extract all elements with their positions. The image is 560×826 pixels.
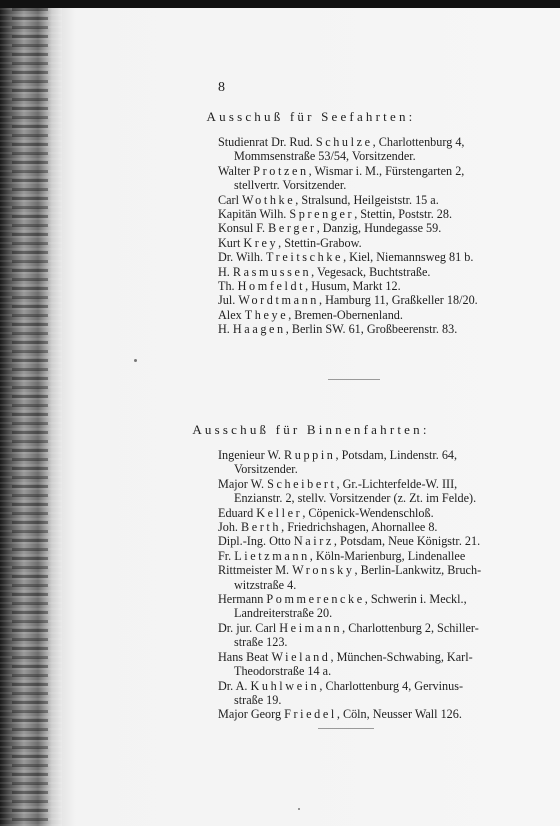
member-surname: Haagen xyxy=(232,322,286,337)
entry-prefix: Major W. xyxy=(218,476,268,491)
entry-prefix: Rittmeister M. xyxy=(218,563,293,578)
entry-continuation: Vorsitzender. xyxy=(234,462,298,477)
section-divider xyxy=(328,379,380,380)
entry-address: , Danzig, Hundegasse 59. xyxy=(316,221,442,236)
entry-address: , Husum, Markt 12. xyxy=(305,279,401,294)
entry-address: , Charlottenburg 4, xyxy=(372,135,465,149)
entry-address: , Stettin-Grabow. xyxy=(278,235,362,250)
member-surname: Berth xyxy=(241,520,282,535)
entry-address: , Cöpenick-Wendenschloß. xyxy=(302,505,434,520)
entry-prefix: Alex xyxy=(218,307,245,322)
member-entry xyxy=(218,448,534,477)
entry-prefix: Kurt xyxy=(218,235,244,250)
member-entry xyxy=(218,207,534,221)
member-entry xyxy=(218,236,534,250)
member-surname: Treitschke xyxy=(266,250,344,265)
member-entry xyxy=(218,250,534,264)
member-entry xyxy=(218,506,534,520)
entry-continuation: Theodorstraße 14 a. xyxy=(234,664,332,679)
entry-address: , Kiel, Niemannsweg 81 b. xyxy=(343,250,474,265)
entry-continuation: Enzianstr. 2, stellv. Vorsitzender (z. Zt. im Felde). xyxy=(234,491,477,506)
entry-address: , Wismar i. M., Fürstengarten 2, xyxy=(308,163,465,178)
member-entry xyxy=(218,520,534,534)
member-entry xyxy=(218,477,534,506)
member-surname: Wieland xyxy=(271,649,331,664)
book-page xyxy=(62,8,560,826)
entry-prefix: Konsul F. xyxy=(218,221,269,236)
book-binding xyxy=(0,8,62,826)
page-number: 8 xyxy=(218,80,225,95)
entry-address: , Hamburg 11, Graßkeller 18/20. xyxy=(318,293,478,308)
member-surname: Theye xyxy=(244,307,289,322)
member-surname: Wordtmann xyxy=(238,293,319,308)
member-surname: Krey xyxy=(243,235,279,250)
entry-prefix: Dr. Wilh. xyxy=(218,250,267,265)
member-entry xyxy=(218,322,534,336)
entry-address: , Charlottenburg 4, Gervinus- xyxy=(319,678,464,693)
entry-address: , Vegesack, Buchtstraße. xyxy=(311,264,431,279)
entry-address: , Berlin SW. 61, Großbeerenstr. 83. xyxy=(285,322,458,337)
member-surname: Sprenger xyxy=(289,207,355,222)
member-surname: Wronsky xyxy=(292,563,355,578)
entry-address: , Cöln, Neusser Wall 126. xyxy=(336,707,462,722)
entry-address: , Potsdam, Lindenstr. 64, xyxy=(335,448,458,462)
entry-address: , Berlin-Lankwitz, Bruch- xyxy=(354,563,482,578)
entry-address: , Gr.-Lichterfelde-W. III, xyxy=(336,476,458,491)
member-entry xyxy=(218,308,534,322)
member-surname: Schulze xyxy=(315,135,373,149)
member-surname: Pommerencke xyxy=(266,592,365,607)
member-entry xyxy=(218,549,534,563)
member-surname: Scheibert xyxy=(267,476,337,491)
member-entry xyxy=(218,135,534,164)
member-entry xyxy=(218,534,534,548)
member-surname: Berger xyxy=(268,221,317,236)
entry-prefix: Jul. xyxy=(218,293,239,308)
entry-prefix: Major Georg xyxy=(218,707,285,722)
entry-continuation: witzstraße 4. xyxy=(234,577,297,592)
entry-prefix: Carl xyxy=(218,192,243,207)
entry-prefix: Dr. jur. Carl xyxy=(218,620,280,635)
inland-committee-list xyxy=(218,448,534,722)
scan-top-edge xyxy=(0,0,560,8)
entry-address: , Köln-Marienburg, Lindenallee xyxy=(309,548,466,563)
paper-speck xyxy=(134,359,137,362)
entry-prefix: H. xyxy=(218,264,233,279)
entry-prefix: Hans Beat xyxy=(218,649,272,664)
entry-continuation: Landreiterstraße 20. xyxy=(234,606,333,621)
member-surname: Lietzmann xyxy=(234,548,310,563)
entry-prefix: Hermann xyxy=(218,592,267,607)
member-surname: Protzen xyxy=(253,163,309,178)
member-surname: Nairz xyxy=(293,534,334,549)
entry-address: , Friedrichshagen, Ahornallee 8. xyxy=(281,520,438,535)
sea-committee-list xyxy=(218,135,534,337)
entry-prefix: Eduard xyxy=(218,505,257,520)
member-entry xyxy=(218,193,534,207)
member-entry xyxy=(218,707,534,721)
entry-prefix: Dipl.-Ing. Otto xyxy=(218,534,294,549)
member-surname: Wothke xyxy=(242,192,296,207)
entry-prefix: H. xyxy=(218,322,233,337)
entry-continuation: stellvertr. Vorsitzender. xyxy=(234,178,347,193)
entry-address: , Charlottenburg 2, Schiller- xyxy=(342,620,479,635)
member-entry xyxy=(218,592,534,621)
member-entry xyxy=(218,279,534,293)
entry-address: , Stralsund, Heilgeiststr. 15 a. xyxy=(295,192,439,207)
member-entry xyxy=(218,563,534,592)
member-entry xyxy=(218,679,534,708)
member-entry xyxy=(218,621,534,650)
entry-continuation: straße 123. xyxy=(234,635,288,650)
member-surname: Ruppin xyxy=(284,448,336,462)
entry-address: , Bremen-Obernenland. xyxy=(288,307,403,322)
entry-address: , Stettin, Poststr. 28. xyxy=(354,207,453,222)
member-surname: Homfeldt xyxy=(237,279,306,294)
inland-committee-heading: Ausschuß für Binnenfahrten: xyxy=(192,422,430,437)
entry-prefix: Th. xyxy=(218,279,238,294)
member-surname: Friedel xyxy=(284,707,337,722)
member-surname: Keller xyxy=(256,505,303,520)
entry-prefix: Joh. xyxy=(218,520,242,535)
entry-continuation: Mommsenstraße 53/54, Vorsitzender. xyxy=(234,149,416,164)
entry-address: , Schwerin i. Meckl., xyxy=(364,592,467,607)
entry-address: , Potsdam, Neue Königstr. 21. xyxy=(333,534,481,549)
member-entry xyxy=(218,164,534,193)
member-surname: Heimann xyxy=(279,620,343,635)
entry-prefix: Dr. A. xyxy=(218,678,251,693)
closing-rule xyxy=(318,728,374,729)
entry-prefix: Studienrat Dr. Rud. xyxy=(218,135,316,149)
member-entry xyxy=(218,221,534,235)
entry-prefix: Kapitän Wilh. xyxy=(218,207,290,222)
entry-prefix: Ingenieur W. xyxy=(218,448,285,462)
member-surname: Kuhlwein xyxy=(250,678,320,693)
entry-prefix: Walter xyxy=(218,163,254,178)
entry-continuation: straße 19. xyxy=(234,692,282,707)
member-surname: Rasmussen xyxy=(232,264,312,279)
member-entry xyxy=(218,650,534,679)
sea-committee-heading: Ausschuß für Seefahrten: xyxy=(206,109,416,124)
member-entry xyxy=(218,265,534,279)
paper-speck xyxy=(298,808,300,810)
entry-address: , München-Schwabing, Karl- xyxy=(330,649,473,664)
entry-prefix: Fr. xyxy=(218,548,235,563)
member-entry xyxy=(218,293,534,307)
